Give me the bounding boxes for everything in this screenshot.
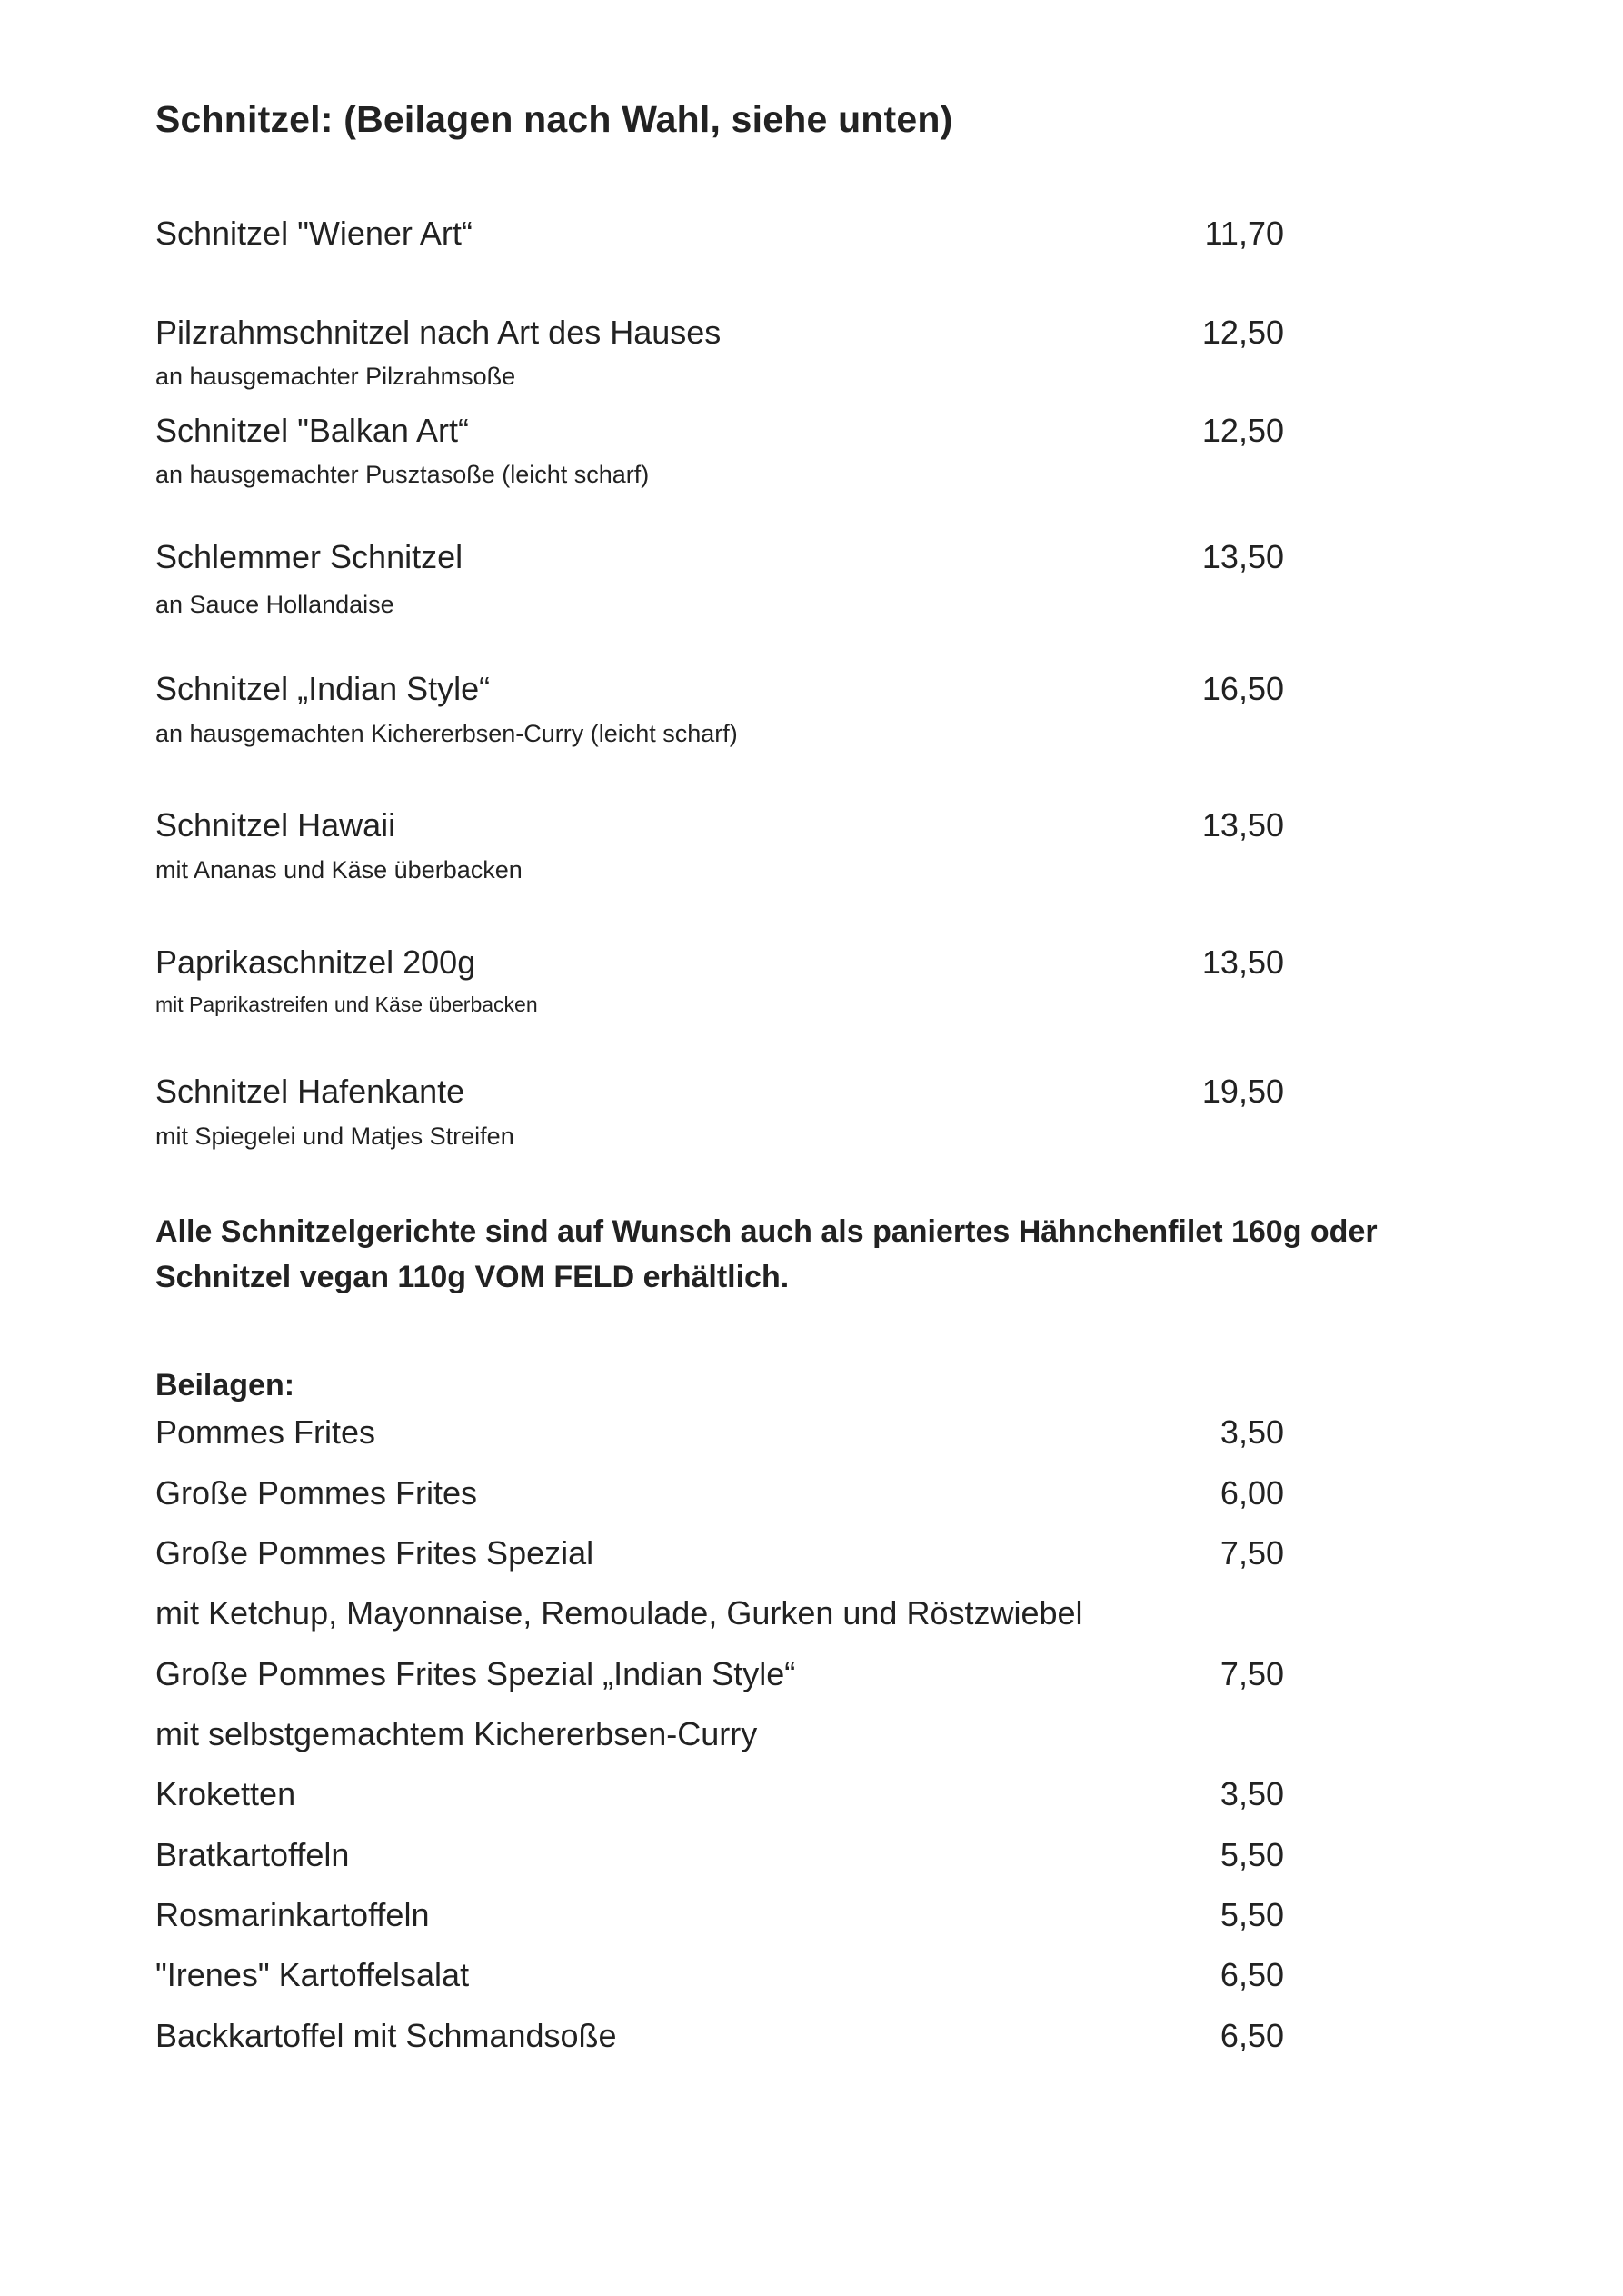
dish-description: mit Paprikastreifen und Käse überbacken <box>155 993 538 1016</box>
dish-price: 19,50 <box>1201 1073 1284 1110</box>
side-item-description: mit Ketchup, Mayonnaise, Remoulade, Gurken und Röstzwiebel <box>155 1594 1083 1632</box>
side-item-price: 6,00 <box>1220 1474 1284 1512</box>
dish-description: an Sauce Hollandaise <box>155 591 394 618</box>
availability-note: Alle Schnitzelgerichte sind auf Wunsch auch als paniertes Hähnchenfilet 160g oder Schnitzel vegan 110g VOM FELD erhältlich. <box>155 1214 1378 1294</box>
side-item-name: Kroketten <box>155 1775 296 1812</box>
side-item-name: Pommes Frites <box>155 1413 376 1451</box>
side-item-price: 6,50 <box>1220 1956 1284 1993</box>
dish-price: 12,50 <box>1201 314 1284 351</box>
side-item-name: "Irenes" Kartoffelsalat <box>155 1956 470 1993</box>
dish-price: 13,50 <box>1201 943 1284 981</box>
dish-name: Schlemmer Schnitzel <box>155 538 463 575</box>
dish-description: an hausgemachten Kichererbsen-Curry (leicht scharf) <box>155 720 738 747</box>
dish-name: Paprikaschnitzel 200g <box>155 943 476 981</box>
dish-name: Schnitzel „Indian Style“ <box>155 670 491 707</box>
dish-price: 13,50 <box>1201 538 1284 575</box>
dish-price: 13,50 <box>1201 806 1284 844</box>
side-item-name: Backkartoffel mit Schmandsoße <box>155 2017 617 2054</box>
side-item-name: Große Pommes Frites Spezial <box>155 1534 594 1572</box>
side-item-price: 5,50 <box>1220 1836 1284 1873</box>
sides-heading: Beilagen: <box>155 1368 295 1403</box>
side-item-price: 5,50 <box>1220 1896 1284 1933</box>
dish-name: Schnitzel Hawaii <box>155 806 396 844</box>
dish-description: mit Spiegelei und Matjes Streifen <box>155 1123 514 1150</box>
dish-description: an hausgemachter Pusztasoße (leicht scharf) <box>155 461 650 488</box>
dish-price: 16,50 <box>1201 670 1284 707</box>
side-item-price: 6,50 <box>1220 2017 1284 2054</box>
dish-price: 12,50 <box>1201 412 1284 449</box>
side-item-price: 3,50 <box>1220 1413 1284 1451</box>
side-item-description: mit selbstgemachtem Kichererbsen-Curry <box>155 1715 758 1752</box>
side-item-name: Große Pommes Frites Spezial „Indian Style“ <box>155 1655 796 1692</box>
dish-price: 11,70 <box>1204 215 1284 252</box>
side-item-name: Große Pommes Frites <box>155 1474 478 1512</box>
dish-description: mit Ananas und Käse überbacken <box>155 856 523 883</box>
side-item-price: 3,50 <box>1220 1775 1284 1812</box>
side-item-name: Bratkartoffeln <box>155 1836 350 1873</box>
dish-name: Pilzrahmschnitzel nach Art des Hauses <box>155 314 722 351</box>
dish-name: Schnitzel "Wiener Art“ <box>155 215 473 252</box>
side-item-price: 7,50 <box>1220 1534 1284 1572</box>
dish-name: Schnitzel Hafenkante <box>155 1073 465 1110</box>
dish-name: Schnitzel "Balkan Art“ <box>155 412 469 449</box>
side-item-name: Rosmarinkartoffeln <box>155 1896 430 1933</box>
side-item-price: 7,50 <box>1220 1655 1284 1692</box>
dish-description: an hausgemachter Pilzrahmsoße <box>155 363 516 390</box>
page-title: Schnitzel: (Beilagen nach Wahl, siehe unten) <box>155 98 953 140</box>
